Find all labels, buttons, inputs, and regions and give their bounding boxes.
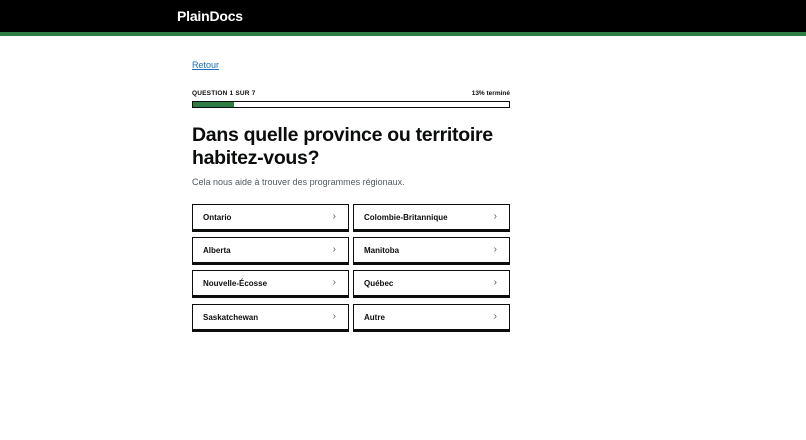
- option-label: Alberta: [203, 246, 231, 255]
- option-nouvelle-ecosse[interactable]: [192, 270, 349, 298]
- option-label: Autre: [364, 313, 385, 322]
- chevron-right-icon: ›: [332, 211, 336, 222]
- option-colombie-britannique[interactable]: [353, 204, 510, 232]
- brand-stripe: [0, 32, 806, 36]
- chevron-right-icon: ›: [493, 211, 497, 222]
- progress-bar: [192, 101, 510, 108]
- chevron-right-icon: ›: [493, 311, 497, 322]
- chevron-right-icon: ›: [332, 277, 336, 288]
- step-counter: QUESTION 1 SUR 7: [192, 90, 256, 97]
- option-label: Nouvelle-Écosse: [203, 279, 268, 288]
- chevron-right-icon: ›: [332, 311, 336, 322]
- percent-complete: 13% terminé: [471, 90, 510, 97]
- option-manitoba[interactable]: [353, 237, 510, 265]
- back-link[interactable]: Retour: [192, 60, 220, 70]
- option-label: Manitoba: [364, 246, 400, 255]
- option-label: Saskatchewan: [203, 313, 259, 322]
- chevron-right-icon: ›: [332, 244, 336, 255]
- chevron-right-icon: ›: [493, 277, 497, 288]
- question-hint: Cela nous aide à trouver des programmes régionaux.: [192, 177, 405, 187]
- option-label: Québec: [364, 279, 394, 288]
- option-ontario[interactable]: [192, 204, 349, 232]
- option-label: Colombie-Britannique: [364, 213, 448, 222]
- option-quebec[interactable]: [353, 270, 510, 298]
- option-autre[interactable]: [353, 304, 510, 332]
- option-saskatchewan[interactable]: [192, 304, 349, 332]
- logo[interactable]: PlainDocs: [177, 8, 243, 24]
- question-title: Dans quelle province ou territoire habitez-vous?: [192, 124, 493, 169]
- option-alberta[interactable]: [192, 237, 349, 265]
- progress-fill: [193, 102, 234, 107]
- site-header: [0, 0, 806, 32]
- chevron-right-icon: ›: [493, 244, 497, 255]
- option-label: Ontario: [203, 213, 232, 222]
